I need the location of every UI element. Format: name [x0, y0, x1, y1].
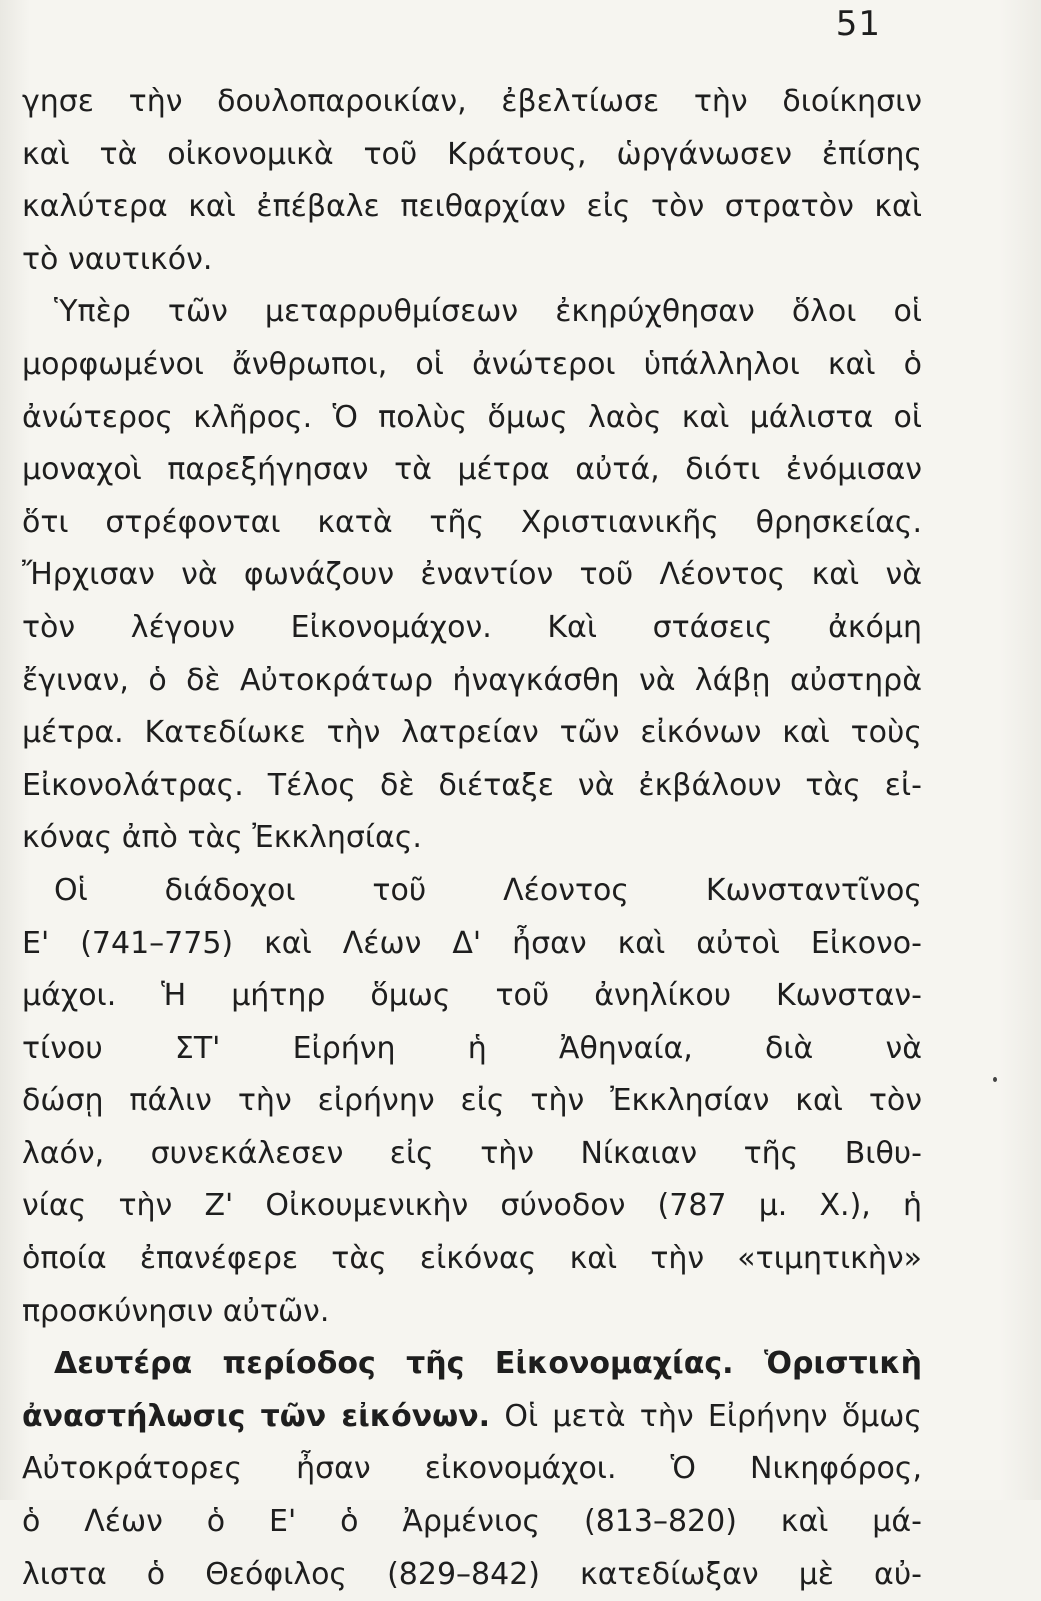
- text-line: Οἱ διάδοχοι τοῦ Λέοντος Κωνσταντῖνος: [54, 872, 922, 908]
- text-line: μορφωμένοι ἄνθρωποι, οἱ ἀνώτεροι ὑπάλληλοι καὶ ὁ: [22, 346, 922, 382]
- text-line: μοναχοὶ παρεξήγησαν τὰ μέτρα αὐτά, διότι ἐνόμισαν: [22, 452, 922, 488]
- text-line: Ε' (741–775) καὶ Λέων Δ' ἦσαν καὶ αὐτοὶ Εἰκονο-: [22, 925, 922, 961]
- text-line: γησε τὴν δουλοπαροικίαν, ἐβελτίωσε τὴν διοίκησιν: [22, 84, 922, 119]
- text-line: κόνας ἀπὸ τὰς Ἐκκλησίας.: [22, 820, 422, 856]
- text-line: νίας τὴν Ζ' Οἰκουμενικὴν σύνοδον (787 μ. Χ.), ἡ: [22, 1188, 922, 1224]
- page-number: 51: [835, 4, 881, 44]
- text-line: τὸν λέγουν Εἰκονομάχον. Καὶ στάσεις ἀκόμη: [22, 609, 922, 645]
- section-text: Οἱ μετὰ τὴν Εἰρήνην ὅμως: [490, 1398, 922, 1434]
- text-line: Εἰκονολάτρας. Τέλος δὲ διέταξε νὰ ἐκβάλουν τὰς εἰ-: [22, 767, 922, 803]
- text-line: καλύτερα καὶ ἐπέβαλε πειθαρχίαν εἰς τὸν στρατὸν καὶ: [22, 189, 922, 225]
- text-line: ὅτι στρέφονται κατὰ τῆς Χριστιανικῆς θρησκείας.: [22, 504, 922, 540]
- text-line: λιστα ὁ Θεόφιλος (829–842) κατεδίωξαν μὲ αὐ-: [22, 1556, 922, 1592]
- text-line: ὁ Λέων ὁ Ε' ὁ Ἀρμένιος (813–820) καὶ μά-: [22, 1504, 922, 1540]
- section-heading-line: [22, 1391, 922, 1444]
- text-line: ἔγιναν, ὁ δὲ Αὐτοκράτωρ ἠναγκάσθη νὰ λάβῃ αὐστηρὰ: [22, 662, 922, 698]
- section-subheading: ἀναστήλωσις τῶν εἰκόνων.: [22, 1398, 491, 1434]
- text-line: τὸ ναυτικόν.: [22, 241, 213, 277]
- text-line: δώσῃ πάλιν τὴν εἰρήνην εἰς τὴν Ἐκκλησίαν καὶ τὸν: [22, 1083, 922, 1119]
- text-line: μάχοι. Ἡ μήτηρ ὅμως τοῦ ἀνηλίκου Κωνσταν-: [22, 978, 922, 1014]
- text-line: καὶ τὰ οἰκονομικὰ τοῦ Κράτους, ὡργάνωσεν ἐπίσης: [22, 136, 922, 172]
- text-line: μέτρα. Κατεδίωκε τὴν λατρείαν τῶν εἰκόνων καὶ τοὺς: [22, 715, 922, 751]
- text-line: τίνου ΣΤ' Εἰρήνη ἡ Ἀθηναία, διὰ νὰ: [22, 1030, 922, 1066]
- text-line: Αὐτοκράτορες ἦσαν εἰκονομάχοι. Ὁ Νικηφόρος,: [22, 1451, 922, 1487]
- section-heading: Δευτέρα περίοδος τῆς Εἰκονομαχίας. Ὁριστικὴ: [54, 1346, 922, 1382]
- text-line: Ὑπὲρ τῶν μεταρρυθμίσεων ἐκηρύχθησαν ὅλοι οἱ: [54, 294, 922, 330]
- section-heading-line: [22, 1338, 922, 1391]
- body-text: [22, 76, 922, 1601]
- paper-speck: [993, 1077, 997, 1082]
- text-line: Ἤρχισαν νὰ φωνάζουν ἐναντίον τοῦ Λέοντος καὶ νὰ: [22, 557, 922, 593]
- text-line: ὁποία ἐπανέφερε τὰς εἰκόνας καὶ τὴν «τιμητικὴν»: [22, 1241, 922, 1277]
- text-line: λαόν, συνεκάλεσεν εἰς τὴν Νίκαιαν τῆς Βιθυ-: [22, 1135, 922, 1171]
- text-line: ἀνώτερος κλῆρος. Ὁ πολὺς ὅμως λαὸς καὶ μάλιστα οἱ: [22, 399, 922, 435]
- text-line: προσκύνησιν αὐτῶν.: [22, 1293, 330, 1329]
